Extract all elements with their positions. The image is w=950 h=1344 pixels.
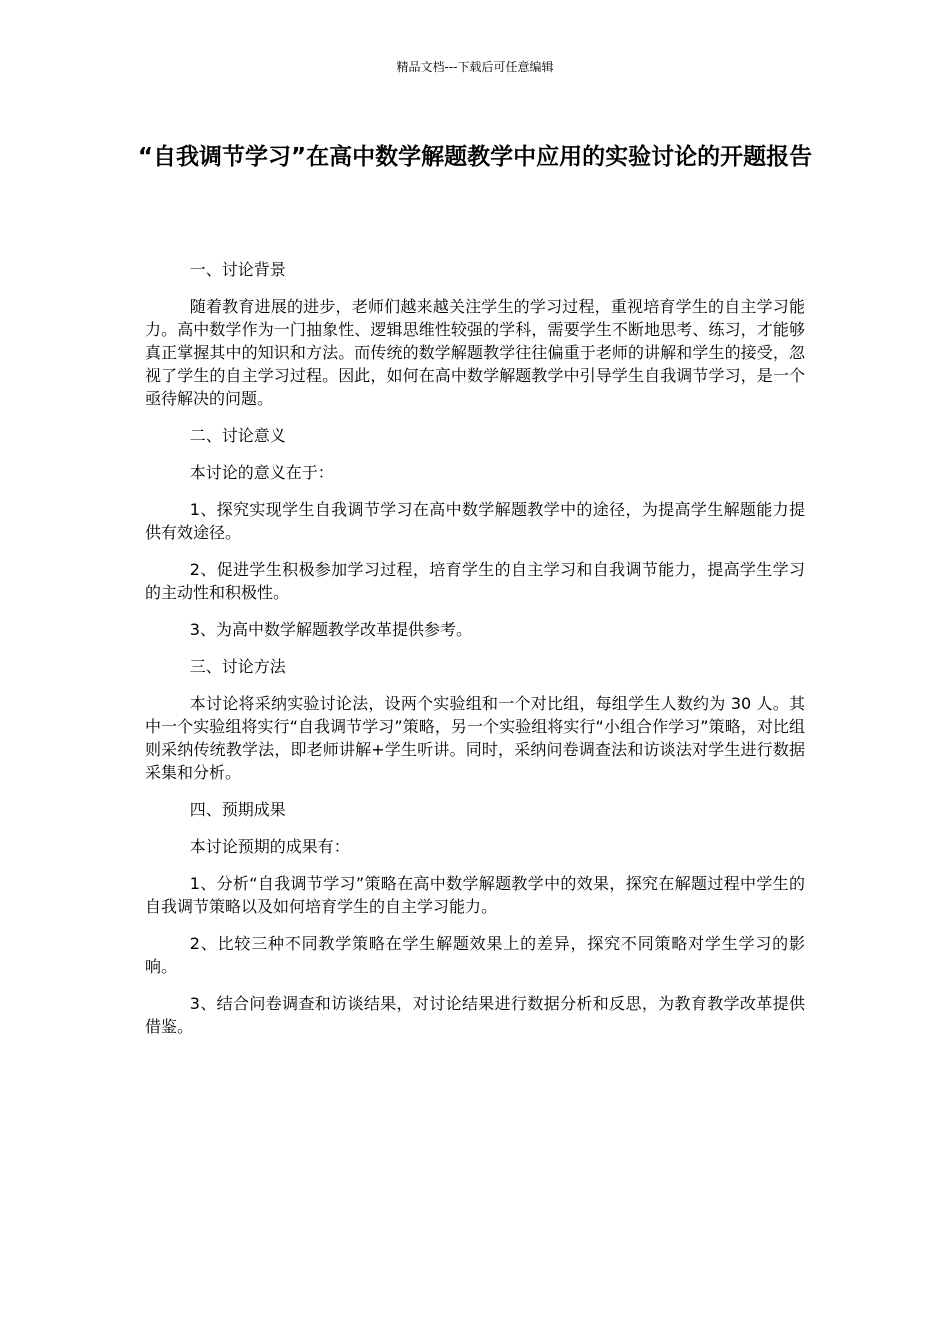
list-item: 2、比较三种不同教学策略在学生解题效果上的差异，探究不同策略对学生学习的影响。 — [145, 934, 805, 976]
list-item: 3、结合问卷调查和访谈结果，对讨论结果进行数据分析和反思，为教育教学改革提供借鉴。 — [145, 994, 805, 1036]
list-item: 1、分析“自我调节学习”策略在高中数学解题教学中的效果，探究在解题过程中学生的自我调节策略以及如何培育学生的自主学习能力。 — [145, 874, 805, 916]
section-heading-expected-results: 四、预期成果 — [189, 800, 286, 819]
paragraph: 本讨论将采纳实验讨论法，设两个实验组和一个对比组，每组学生人数约为 30 人。其中一个实验组将实行“自我调节学习”策略，另一个实验组将实行“小组合作学习”策略，对比组则采纳传统教学法，即老师讲解+学生听讲。同时，采纳问卷调查法和访谈法对学生进行数据采集和分析。 — [145, 694, 805, 782]
paragraph: 随着教育进展的进步，老师们越来越关注学生的学习过程，重视培育学生的自主学习能力。高中数学作为一门抽象性、逻辑思维性较强的学科，需要学生不断地思考、练习，才能够真正掌握其中的知识和方法。而传统的数学解题教学往往偏重于老师的讲解和学生的接受，忽视了学生的自主学习过程。因此，如何在高中数学解题教学中引导学生自我调节学习，是一个亟待解决的问题。 — [145, 297, 805, 408]
section-heading-background: 一、讨论背景 — [189, 260, 286, 279]
section-heading-method: 三、讨论方法 — [189, 657, 286, 676]
document-title: “自我调节学习”在高中数学解题教学中应用的实验讨论的开题报告 — [137, 144, 813, 170]
section-heading-significance: 二、讨论意义 — [189, 426, 286, 445]
header-note: 精品文档---下载后可任意编辑 — [396, 60, 554, 74]
list-item: 2、促进学生积极参加学习过程，培育学生的自主学习和自我调节能力，提高学生学习的主动性和积极性。 — [145, 560, 805, 602]
list-item: 3、为高中数学解题教学改革提供参考。 — [189, 620, 472, 639]
document-body — [145, 258, 805, 1052]
paragraph: 本讨论的意义在于： — [189, 463, 334, 482]
paragraph: 本讨论预期的成果有： — [189, 837, 350, 856]
list-item: 1、探究实现学生自我调节学习在高中数学解题教学中的途径，为提高学生解题能力提供有效途径。 — [145, 500, 805, 542]
